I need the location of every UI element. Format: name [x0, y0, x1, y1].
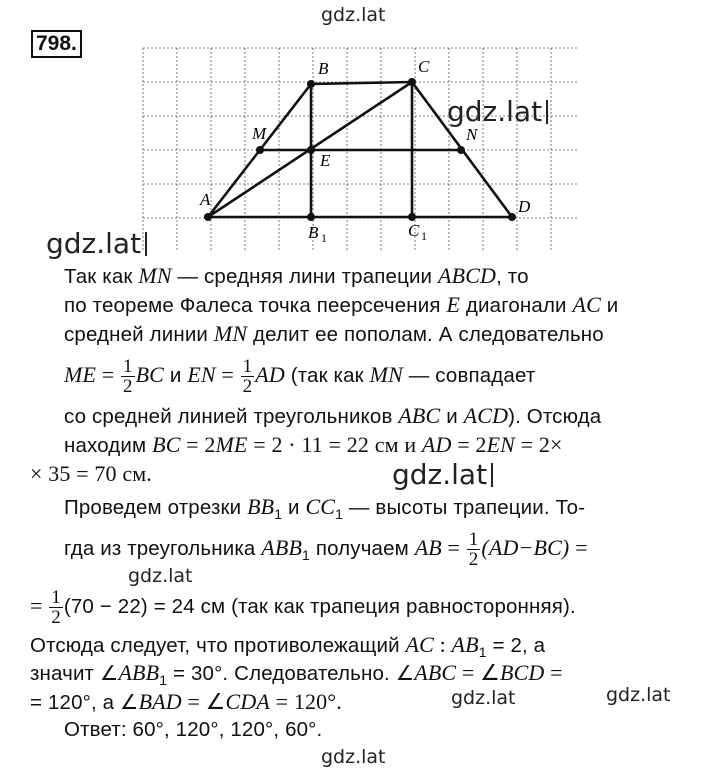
label-b1-sub: 1 — [321, 231, 327, 245]
label-d: D — [518, 197, 531, 216]
label-c1: C — [408, 221, 420, 240]
point-e — [307, 146, 315, 154]
text-line-2: по теореме Фалеса точка пеерсечения E диагонали AC и — [64, 292, 619, 317]
text-line-11: Отсюда следует, что противолежащий AC : $AB_1 = 2$, а — [30, 632, 546, 661]
fraction-half: $\frac{1}{2}$ — [242, 356, 253, 398]
text-line-13: = 120°, а ∠BAD = ∠CDA = 120°. — [30, 689, 342, 714]
trapezoid-figure — [0, 0, 720, 260]
label-e: E — [320, 151, 331, 170]
point-c1 — [408, 213, 416, 221]
watermark-top: gdz.lat — [321, 4, 386, 26]
watermark-bottom: gdz.lat — [321, 746, 386, 768]
point-b1 — [307, 213, 315, 221]
point-d — [508, 213, 516, 221]
watermark-figure-right: gdz.lat — [447, 95, 548, 128]
text-line-7: × 35 = 70 см. — [30, 461, 152, 486]
label-c: C — [418, 57, 430, 76]
point-n — [457, 146, 465, 154]
text-line-12: значит $\angle ABB_1 = 30^\circ$. Следовательно. ∠ABC = ∠BCD = — [30, 660, 563, 689]
watermark-small-right-2: gdz.lat — [606, 684, 671, 706]
watermark-small-right-1: gdz.lat — [451, 687, 516, 709]
label-b1: B — [308, 223, 319, 242]
text-line-10: = $\frac{1}{2}$ (70 − 22) = 24 см (так как трапеция равносторонняя). — [30, 587, 576, 629]
label-c1-sub: 1 — [421, 229, 427, 243]
answer-line: Ответ: 60°, 120°, 120°, 60°. — [64, 718, 323, 741]
watermark-small-left: gdz.lat — [128, 565, 193, 587]
fraction-half: $\frac{1}{2}$ — [468, 529, 479, 571]
text-line-4: ME = $\frac{1}{2}$ BC и EN = $\frac{1}{2}$ AD (так как MN — совпадает — [64, 356, 536, 398]
text-line-8: Проведем отрезки $BB_1$ и $CC_1$ — высоты трапеции. То- — [64, 494, 586, 523]
fraction-half: $\frac{1}{2}$ — [51, 587, 61, 629]
base-bc — [311, 82, 412, 84]
text-line-6: находим BC = 2ME = 2 · 11 = 22 см и AD = 2EN = 2× — [64, 432, 563, 457]
fraction-half: $\frac{1}{2}$ — [122, 356, 133, 398]
text-line-9: гда из треугольника $ABB_1$ получаем AB = $\frac{1}{2}$ (AD−BC) = — [64, 529, 588, 571]
label-n: N — [466, 125, 478, 144]
point-c — [408, 78, 416, 86]
label-a: A — [200, 190, 211, 209]
point-m — [256, 146, 264, 154]
label-b: B — [318, 59, 329, 78]
text-line-5: со средней линией треугольников ABC и ACD). Отсюда — [64, 403, 602, 428]
text-line-1: Так как MN — средняя лини трапеции ABCD, то — [64, 263, 529, 288]
watermark-figure-left: gdz.lat — [46, 227, 147, 260]
text-line-3: средней линии MN делит ее пополам. А следовательно — [64, 321, 604, 346]
point-a — [204, 213, 212, 221]
problem-number: 798. — [31, 30, 82, 58]
point-b — [307, 80, 315, 88]
watermark-middle: gdz.lat — [392, 458, 493, 491]
label-m: M — [252, 124, 267, 143]
